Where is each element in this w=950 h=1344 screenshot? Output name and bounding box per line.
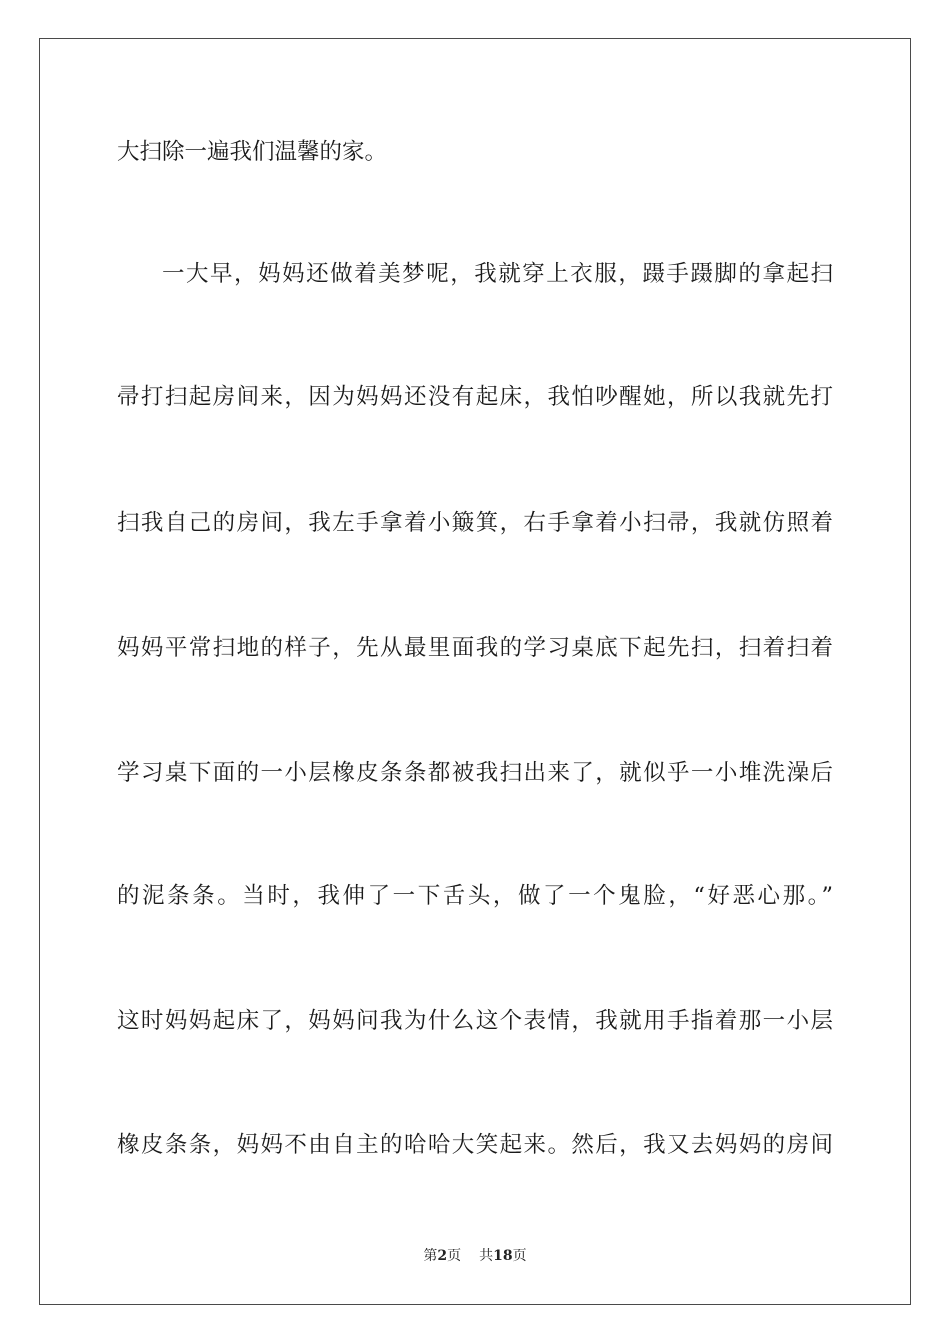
text-line-1: 大扫除一遍我们温馨的家。 xyxy=(117,139,388,165)
text-line-5: 妈妈平常扫地的样子，先从最里面我的学习桌底下起先扫，扫着扫着 xyxy=(117,635,833,661)
page-number: 2 xyxy=(437,1248,448,1264)
text-line-3: 帚打扫起房间来，因为妈妈还没有起床，我怕吵醒她，所以我就先打 xyxy=(117,384,833,410)
text-line-4: 扫我自己的房间，我左手拿着小簸箕，右手拿着小扫帚，我就仿照着 xyxy=(117,510,833,536)
page-prefix: 第 xyxy=(423,1248,438,1264)
text-line-2: 一大早，妈妈还做着美梦呢，我就穿上衣服，蹑手蹑脚的拿起扫 xyxy=(162,261,833,287)
total-pages: 18 xyxy=(493,1248,513,1264)
text-line-6: 学习桌下面的一小层橡皮条条都被我扫出来了，就似乎一小堆洗澡后 xyxy=(117,760,833,786)
page-suffix: 页 xyxy=(447,1248,462,1264)
text-line-7: 的泥条条。当时，我伸了一下舌头，做了一个鬼脸，“好恶心那。” xyxy=(117,883,833,909)
total-prefix: 共 xyxy=(479,1248,494,1264)
page-footer xyxy=(0,1246,950,1266)
text-line-9: 橡皮条条，妈妈不由自主的哈哈大笑起来。然后，我又去妈妈的房间 xyxy=(117,1132,833,1158)
text-line-8: 这时妈妈起床了，妈妈问我为什么这个表情，我就用手指着那一小层 xyxy=(117,1008,833,1034)
page-border xyxy=(39,38,911,1305)
total-suffix: 页 xyxy=(512,1248,527,1264)
